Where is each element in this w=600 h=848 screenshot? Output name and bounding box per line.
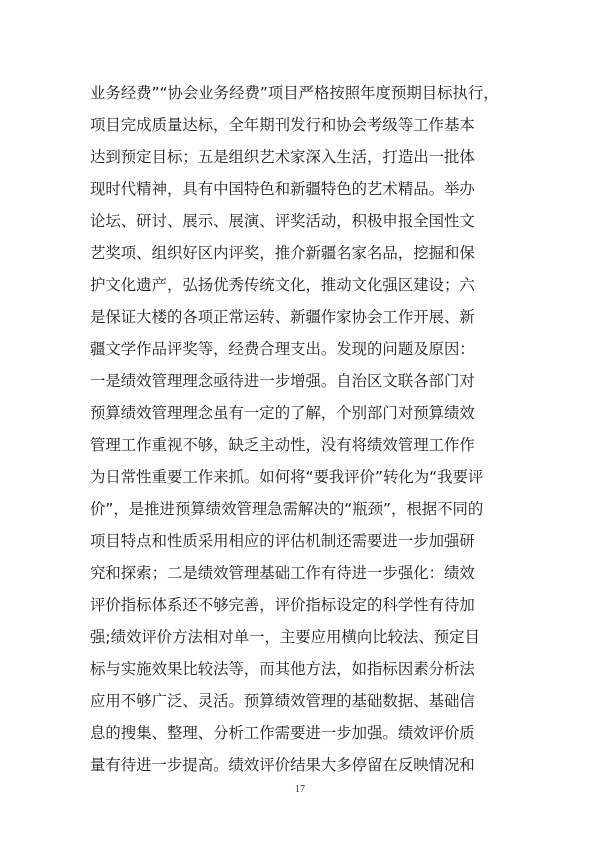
text-line: 项目特点和性质采用相应的评估机制还需要进一步加强研 (90, 532, 475, 550)
text-line: 评价指标体系还不够完善，评价指标设定的科学性有待加 (90, 596, 475, 614)
text-line: 一是绩效管理理念亟待进一步增强。自治区文联各部门对 (90, 372, 475, 390)
text-line: 应用不够广泛、灵活。预算绩效管理的基础数据、基础信 (90, 692, 475, 710)
text-line: 护文化遗产，弘扬优秀传统文化，推动文化强区建设；六 (90, 276, 475, 294)
text-line: 论坛、研讨、展示、展演、评奖活动，积极申报全国性文 (90, 212, 475, 230)
body-text (90, 77, 530, 781)
text-line: 业务经费”“协会业务经费”项目严格按照年度预期目标执行， (90, 84, 499, 102)
text-line: 价”，是推进预算绩效管理急需解决的“瓶颈”，根据不同的 (90, 500, 484, 518)
page-number: 17 (295, 784, 305, 795)
text-line: 息的搜集、整理、分析工作需要进一步加强。绩效评价质 (90, 724, 475, 742)
text-line: 现时代精神，具有中国特色和新疆特色的艺术精品。举办 (90, 180, 475, 198)
text-line: 项目完成质量达标，全年期刊发行和协会考级等工作基本 (90, 116, 475, 134)
text-line: 标与实施效果比较法等，而其他方法，如指标因素分析法 (90, 660, 475, 678)
text-line: 强;绩效评价方法相对单一，主要应用横向比较法、预定目 (90, 628, 480, 646)
text-line: 预算绩效管理理念虽有一定的了解，个别部门对预算绩效 (90, 404, 475, 422)
text-line: 量有待进一步提高。绩效评价结果大多停留在反映情况和 (90, 756, 475, 774)
text-line: 达到预定目标；五是组织艺术家深入生活，打造出一批体 (90, 148, 475, 166)
text-line: 为日常性重要工作来抓。如何将“要我评价”转化为“我要评 (90, 468, 484, 486)
text-line: 管理工作重视不够，缺乏主动性，没有将绩效管理工作作 (90, 436, 475, 454)
text-line: 疆文学作品评奖等，经费合理支出。发现的问题及原因： (90, 340, 475, 358)
text-line: 究和探索；二是绩效管理基础工作有待进一步强化：绩效 (90, 564, 475, 582)
text-line: 艺奖项、组织好区内评奖，推介新疆名家名品，挖掘和保 (90, 244, 475, 262)
text-line: 是保证大楼的各项正常运转、新疆作家协会工作开展、新 (90, 308, 475, 326)
